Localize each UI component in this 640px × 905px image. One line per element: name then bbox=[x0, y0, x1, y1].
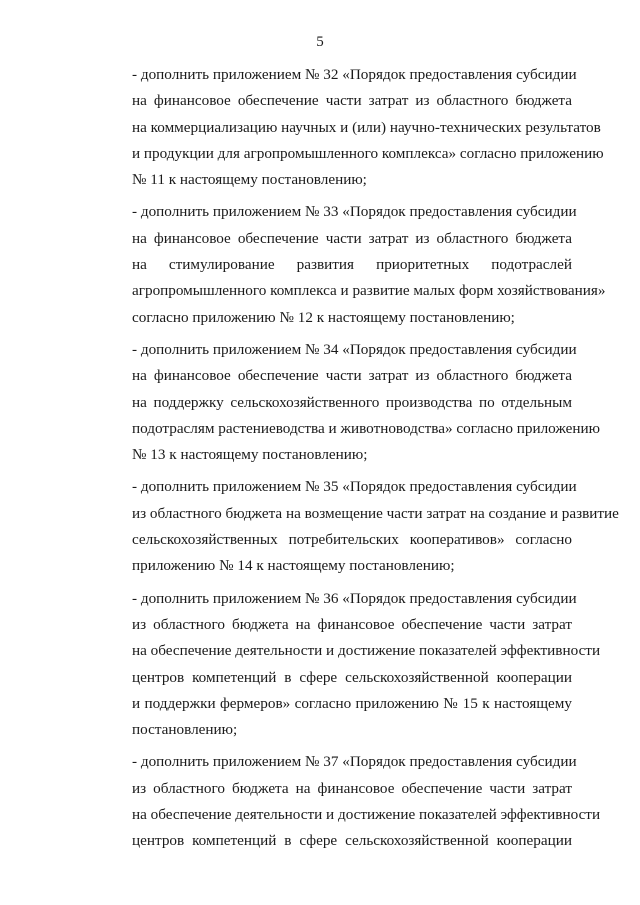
text-line: из областного бюджета на финансовое обеспечение части затрат bbox=[132, 615, 572, 633]
text-line: на коммерциализацию научных и (или) научно-технических результатов bbox=[132, 118, 601, 136]
paragraph-appendix-36 bbox=[96, 586, 601, 744]
paragraph-appendix-35 bbox=[96, 474, 619, 579]
text-line: из областного бюджета на возмещение части затрат на создание и развитие bbox=[132, 504, 619, 522]
text-line: подотраслям растениеводства и животноводства» согласно приложению bbox=[132, 419, 601, 437]
text-line: сельскохозяйственных потребительских кооперативов» согласно bbox=[132, 531, 572, 549]
text-line: агропромышленного комплекса и развитие малых форм хозяйствования» bbox=[132, 282, 606, 300]
text-line: на поддержку сельскохозяйственного производства по отдельным bbox=[132, 393, 572, 411]
text-line: и поддержки фермеров» согласно приложению № 15 к настоящему bbox=[132, 694, 572, 712]
paragraph-appendix-34 bbox=[96, 337, 601, 468]
paragraph-appendix-32 bbox=[96, 62, 604, 193]
text-line: № 13 к настоящему постановлению; bbox=[132, 446, 368, 464]
text-line: - дополнить приложением № 33 «Порядок предоставления субсидии bbox=[132, 203, 577, 221]
text-line: - дополнить приложением № 35 «Порядок предоставления субсидии bbox=[132, 478, 577, 496]
text-line: из областного бюджета на финансовое обеспечение части затрат bbox=[132, 779, 572, 797]
text-line: согласно приложению № 12 к настоящему постановлению; bbox=[132, 308, 515, 326]
text-line: постановлению; bbox=[132, 721, 238, 739]
text-line: на финансовое обеспечение части затрат из областного бюджета bbox=[132, 92, 572, 110]
text-line: на обеспечение деятельности и достижение показателей эффективности bbox=[132, 642, 601, 660]
text-line: центров компетенций в сфере сельскохозяйственной кооперации bbox=[132, 832, 572, 850]
text-line: центров компетенций в сфере сельскохозяйственной кооперации bbox=[132, 668, 572, 686]
document-body bbox=[96, 62, 619, 861]
paragraph-appendix-33 bbox=[96, 199, 606, 330]
text-line: на обеспечение деятельности и достижение показателей эффективности bbox=[132, 806, 601, 824]
text-line: приложению № 14 к настоящему постановлению; bbox=[132, 557, 455, 575]
text-line: и продукции для агропромышленного комплекса» согласно приложению bbox=[132, 144, 604, 162]
text-line: - дополнить приложением № 36 «Порядок предоставления субсидии bbox=[132, 589, 577, 607]
text-line: - дополнить приложением № 32 «Порядок предоставления субсидии bbox=[132, 66, 577, 83]
text-line: на финансовое обеспечение части затрат из областного бюджета bbox=[132, 229, 572, 247]
page-number: 5 bbox=[316, 34, 324, 50]
text-line: - дополнить приложением № 34 «Порядок предоставления субсидии bbox=[132, 340, 577, 358]
text-line: на финансовое обеспечение части затрат из областного бюджета bbox=[132, 367, 572, 385]
paragraph-appendix-37 bbox=[96, 749, 601, 854]
text-line: № 11 к настоящему постановлению; bbox=[132, 171, 367, 189]
text-line: - дополнить приложением № 37 «Порядок предоставления субсидии bbox=[132, 753, 577, 771]
text-line: на стимулирование развития приоритетных подотраслей bbox=[132, 256, 572, 274]
